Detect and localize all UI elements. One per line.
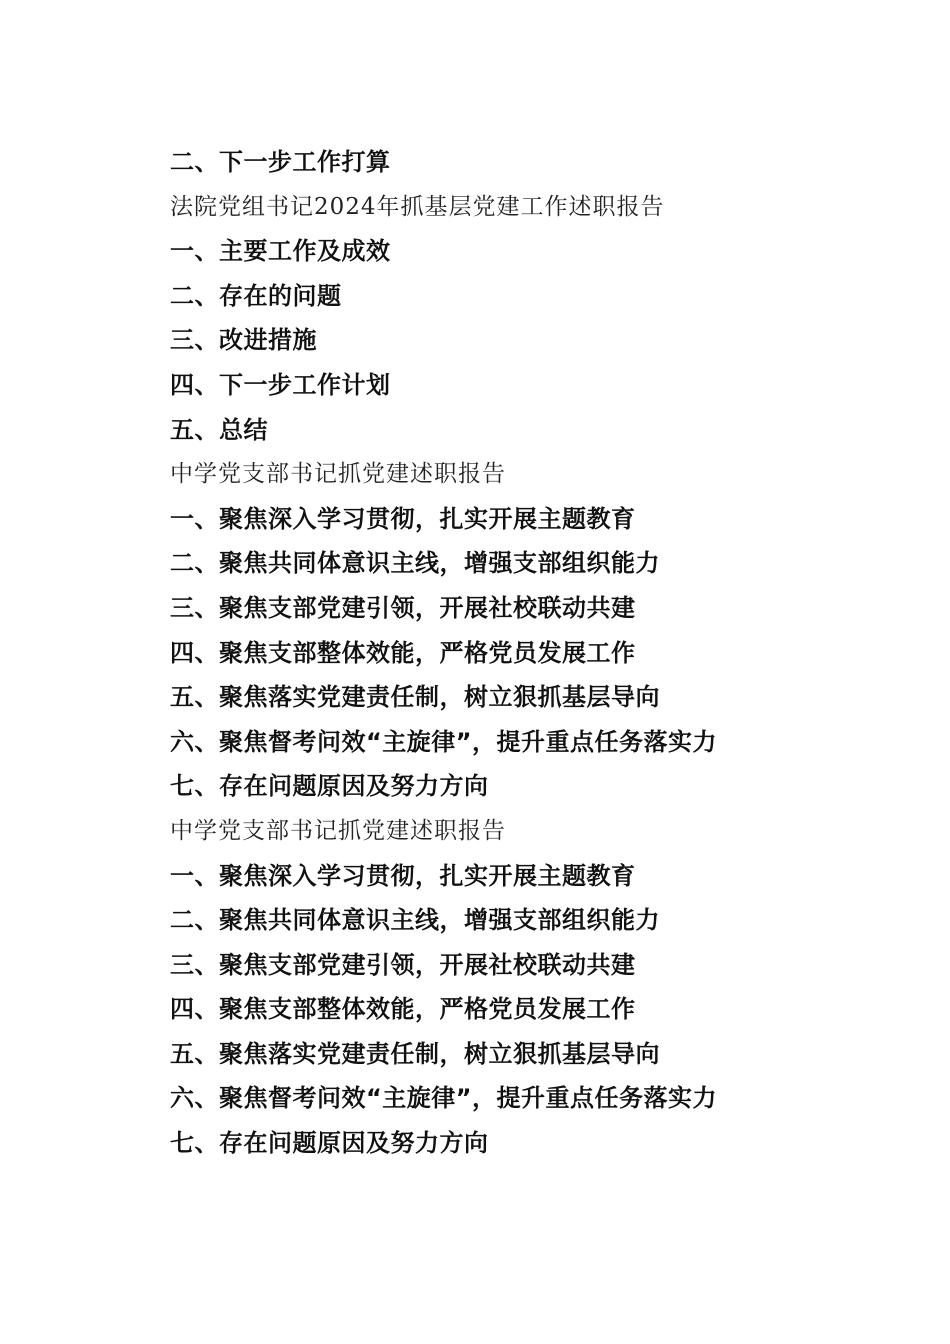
toc-item: 四、聚焦支部整体效能，严格党员发展工作 [170,995,636,1024]
toc-report-title: 中学党支部书记抓党建述职报告 [170,817,506,844]
toc-item: 五、聚焦落实党建责任制，树立狠抓基层导向 [170,1039,660,1068]
toc-item: 二、下一步工作打算 [170,148,391,176]
table-of-contents [170,140,890,1166]
toc-item: 四、聚焦支部整体效能，严格党员发展工作 [170,638,636,667]
toc-item: 三、聚焦支部党建引领，开展社校联动共建 [170,950,636,979]
toc-item: 三、改进措施 [170,326,317,355]
toc-item: 五、聚焦落实党建责任制，树立狠抓基层导向 [170,683,660,712]
toc-item: 四、下一步工作计划 [170,370,391,399]
toc-report-title: 法院党组书记2024年抓基层党建工作述职报告 [170,193,665,220]
toc-item: 二、聚焦共同体意识主线，增强支部组织能力 [170,549,660,578]
toc-item: 五、总结 [170,415,268,444]
toc-item: 三、聚焦支部党建引领，开展社校联动共建 [170,593,636,622]
toc-item: 二、存在的问题 [170,281,342,310]
toc-item: 二、聚焦共同体意识主线，增强支部组织能力 [170,906,660,935]
toc-item: 六、聚焦督考问效“主旋律”，提升重点任务落实力 [170,1084,718,1113]
toc-item: 一、主要工作及成效 [170,237,391,266]
toc-item: 一、聚焦深入学习贯彻，扎实开展主题教育 [170,504,636,533]
toc-item: 七、存在问题原因及努力方向 [170,1129,489,1158]
toc-report-title: 中学党支部书记抓党建述职报告 [170,461,506,488]
toc-item: 六、聚焦督考问效“主旋律”，提升重点任务落实力 [170,727,718,756]
toc-item: 七、存在问题原因及努力方向 [170,772,489,801]
toc-item: 一、聚焦深入学习贯彻，扎实开展主题教育 [170,861,636,890]
